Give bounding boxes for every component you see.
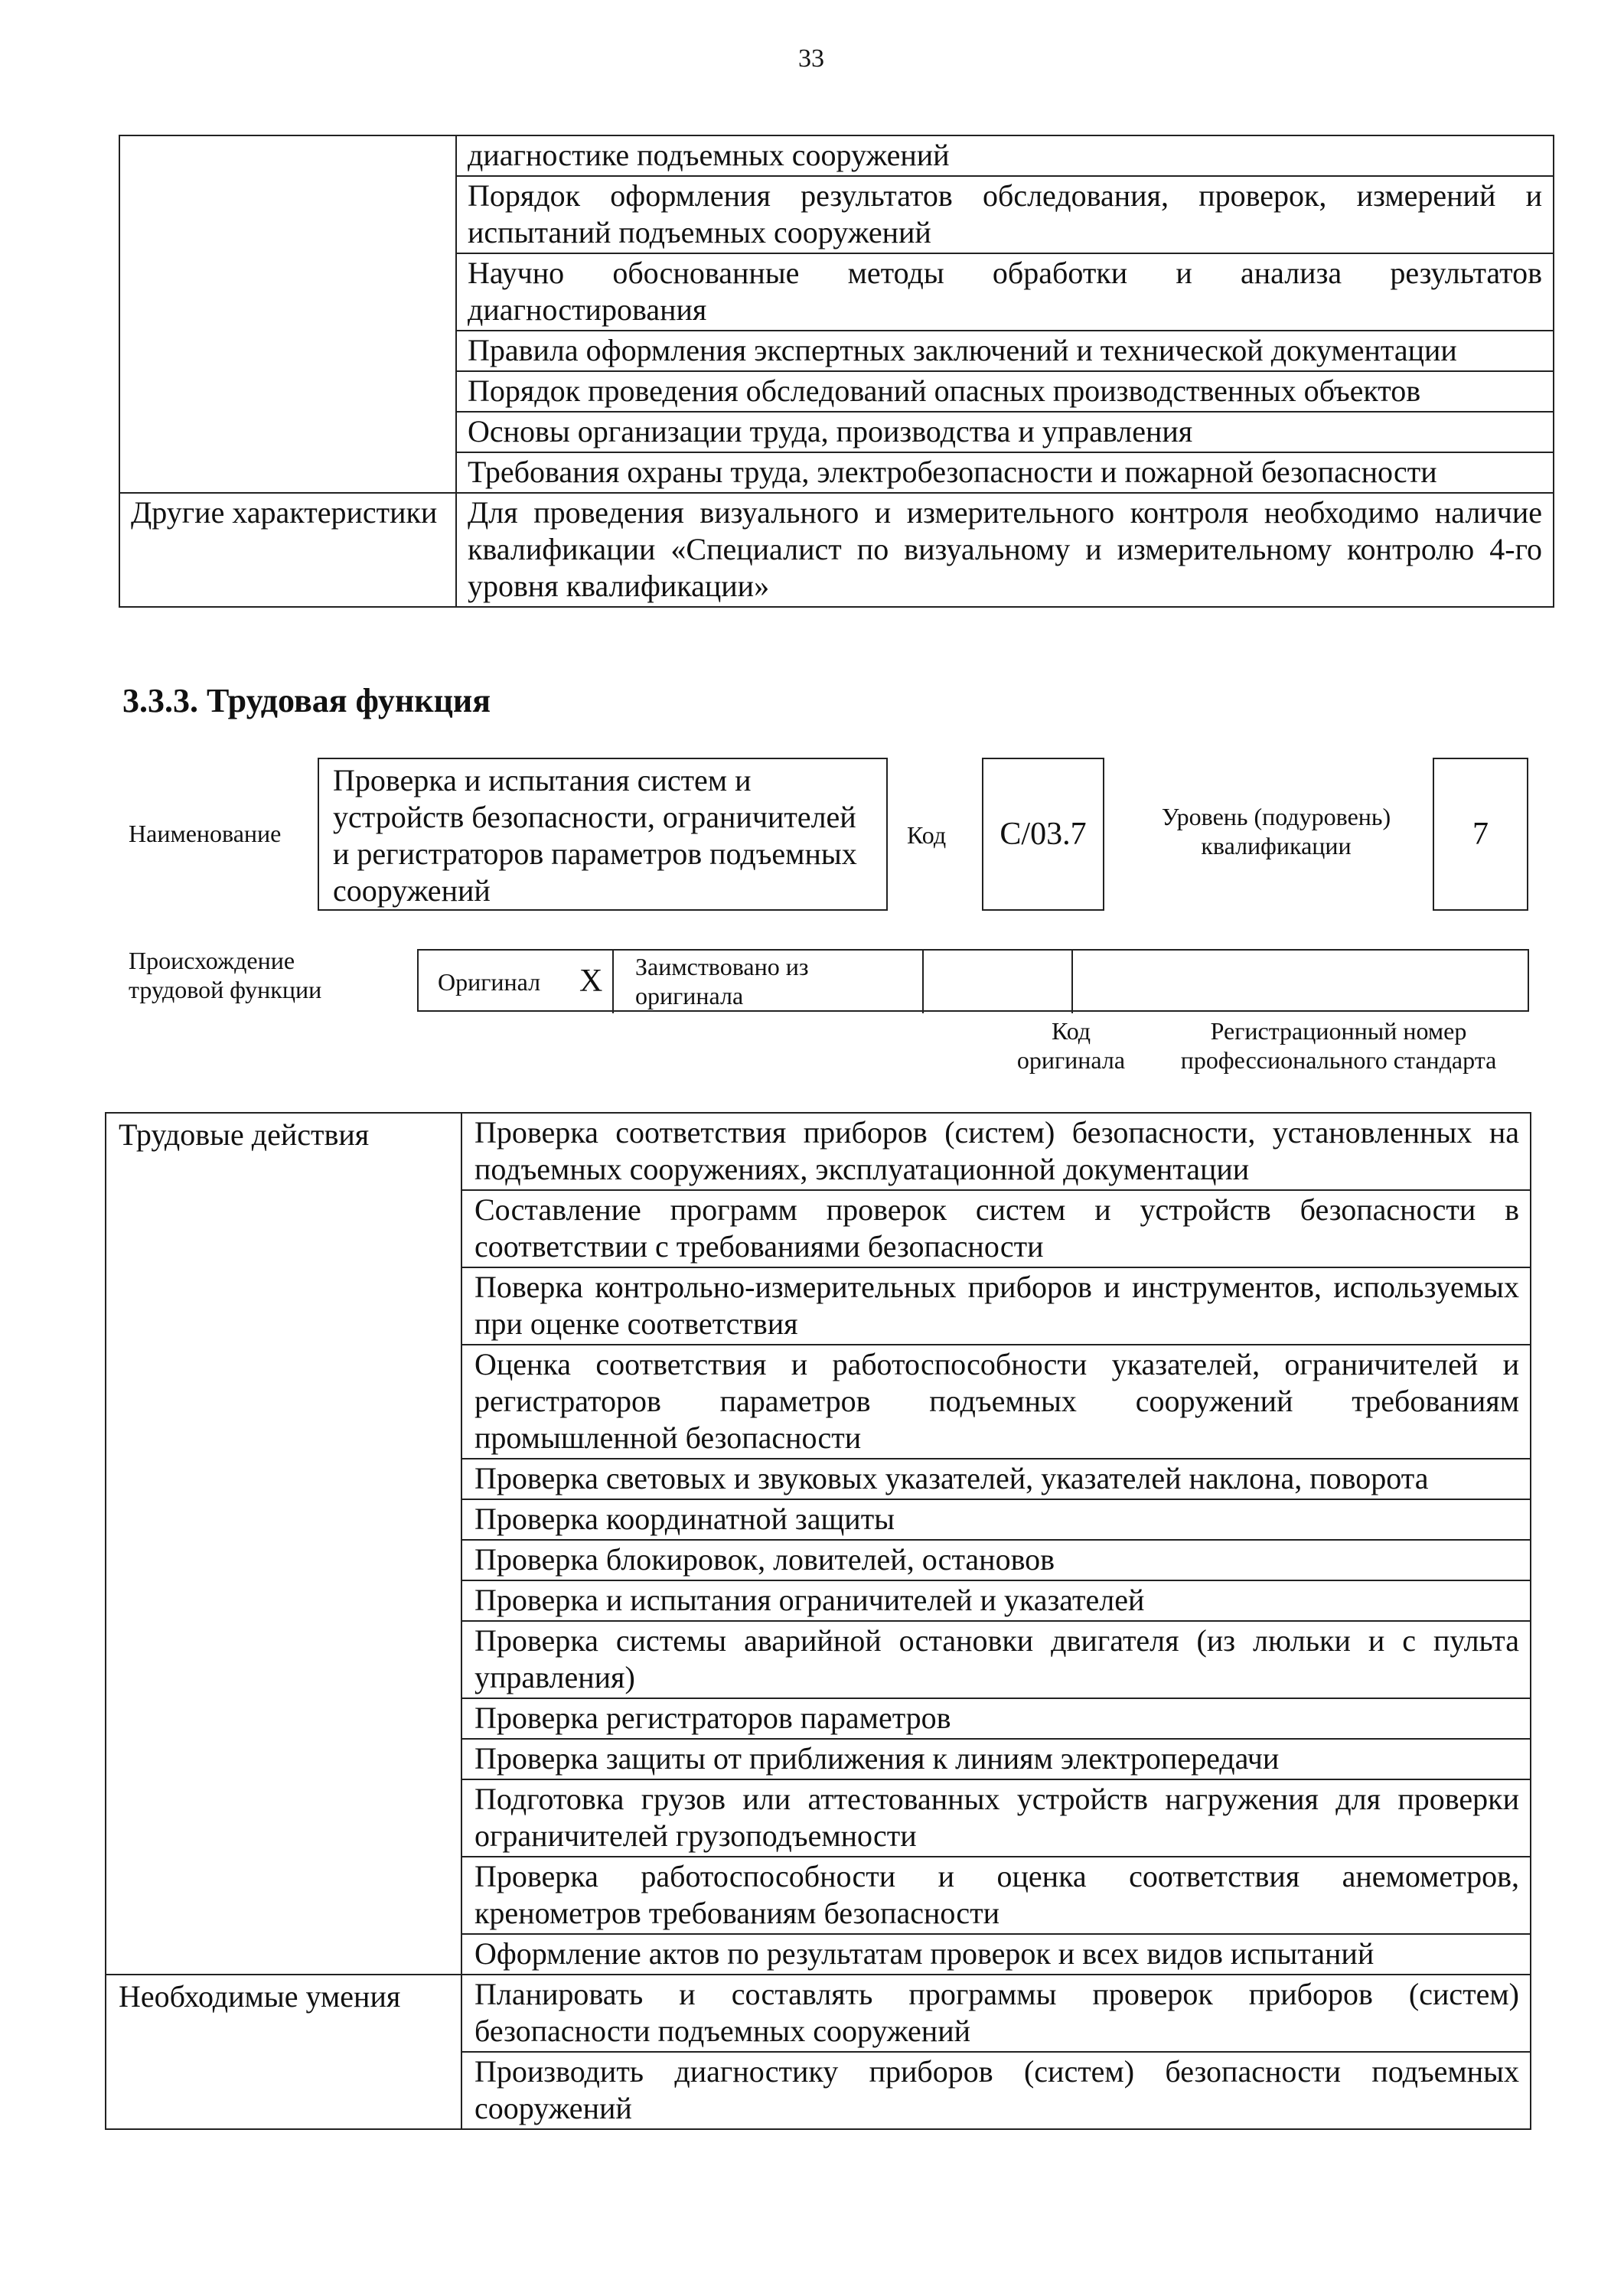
skill-item: Производить диагностику приборов (систем) безопасности подъемных сооружений bbox=[461, 2052, 1531, 2129]
original-code-cell bbox=[924, 951, 1073, 1013]
knowledge-item: Научно обоснованные методы обработки и анализа результатов диагностирования bbox=[456, 253, 1554, 331]
original-mark: X bbox=[579, 964, 603, 999]
labor-action-item: Проверка регистраторов параметров bbox=[461, 1698, 1531, 1739]
labor-action-item: Поверка контрольно-измерительных приборов и инструментов, используемых при оценке соответствия bbox=[461, 1267, 1531, 1345]
page-number: 33 bbox=[798, 44, 824, 73]
knowledge-item: Правила оформления экспертных заключений и технической документации bbox=[456, 331, 1554, 371]
origin-row bbox=[417, 949, 1529, 1012]
labor-action-item: Проверка световых и звуковых указателей, указателей наклона, поворота bbox=[461, 1459, 1531, 1499]
labor-action-item: Оценка соответствия и работоспособности указателей, ограничителей и регистраторов параметров подъемных сооружений требованиям промышленной безопасности bbox=[461, 1345, 1531, 1459]
labor-action-item: Проверка и испытания ограничителей и указателей bbox=[461, 1580, 1531, 1621]
required-skills-label: Необходимые умения bbox=[106, 1975, 461, 2129]
borrowed-cell bbox=[614, 951, 924, 1013]
labor-action-item: Проверка координатной защиты bbox=[461, 1499, 1531, 1540]
knowledge-item: Требования охраны труда, электробезопасности и пожарной безопасности bbox=[456, 452, 1554, 493]
empty-label-cell bbox=[119, 135, 456, 493]
function-name: Проверка и испытания систем и устройств безопасности, ограничителей и регистраторов параметров подъемных сооружений bbox=[318, 758, 888, 911]
original-cell bbox=[419, 951, 614, 1013]
origin-label: Происхождение трудовой функции bbox=[129, 947, 322, 1003]
labor-action-item: Подготовка грузов или аттестованных устройств нагружения для проверки ограничителей грузоподъемности bbox=[461, 1779, 1531, 1857]
knowledge-item: диагностике подъемных сооружений bbox=[456, 135, 1554, 176]
borrowed-label: Заимствовано из оригинала bbox=[635, 953, 809, 1009]
labor-action-item: Проверка защиты от приближения к линиям электропередачи bbox=[461, 1739, 1531, 1779]
labor-action-item: Оформление актов по результатам проверок и всех видов испытаний bbox=[461, 1934, 1531, 1975]
labor-action-item: Проверка блокировок, ловителей, остановов bbox=[461, 1540, 1531, 1580]
knowledge-table bbox=[119, 135, 1554, 608]
labor-action-item: Проверка работоспособности и оценка соответствия анемометров, кренометров требованиям безопасности bbox=[461, 1857, 1531, 1934]
labor-actions-label: Трудовые действия bbox=[106, 1113, 461, 1975]
registration-number-cell bbox=[1073, 951, 1531, 1013]
actions-table bbox=[105, 1112, 1531, 2130]
knowledge-item: Основы организации труда, производства и управления bbox=[456, 412, 1554, 452]
other-characteristics-text: Для проведения визуального и измерительного контроля необходимо наличие квалификации «Специалист по визуальному и измерительному контролю 4-го уровня квалификации» bbox=[456, 493, 1554, 607]
registration-caption: Регистрационный номер профессионального стандарта bbox=[1180, 1017, 1497, 1074]
section-title: 3.3.3. Трудовая функция bbox=[122, 682, 491, 719]
labor-action-item: Проверка системы аварийной остановки двигателя (из люльки и с пульта управления) bbox=[461, 1621, 1531, 1698]
level-label: Уровень (подуровень) квалификации bbox=[1161, 803, 1391, 859]
skill-item: Планировать и составлять программы проверок приборов (систем) безопасности подъемных сооружений bbox=[461, 1975, 1531, 2052]
original-label: Оригинал bbox=[438, 968, 541, 996]
knowledge-item: Порядок проведения обследований опасных производственных объектов bbox=[456, 371, 1554, 412]
labor-action-item: Составление программ проверок систем и устройств безопасности в соответствии с требованиями безопасности bbox=[461, 1190, 1531, 1267]
labor-action-item: Проверка соответствия приборов (систем) безопасности, установленных на подъемных сооружениях, эксплуатационной документации bbox=[461, 1113, 1531, 1190]
knowledge-item: Порядок оформления результатов обследования, проверок, измерений и испытаний подъемных сооружений bbox=[456, 176, 1554, 253]
qualification-level: 7 bbox=[1433, 758, 1528, 911]
other-characteristics-label: Другие характеристики bbox=[119, 493, 456, 607]
name-label: Наименование bbox=[129, 820, 282, 847]
code-label: Код bbox=[907, 821, 947, 849]
function-code: C/03.7 bbox=[982, 758, 1104, 911]
code-caption: Код оригинала bbox=[1016, 1017, 1126, 1074]
